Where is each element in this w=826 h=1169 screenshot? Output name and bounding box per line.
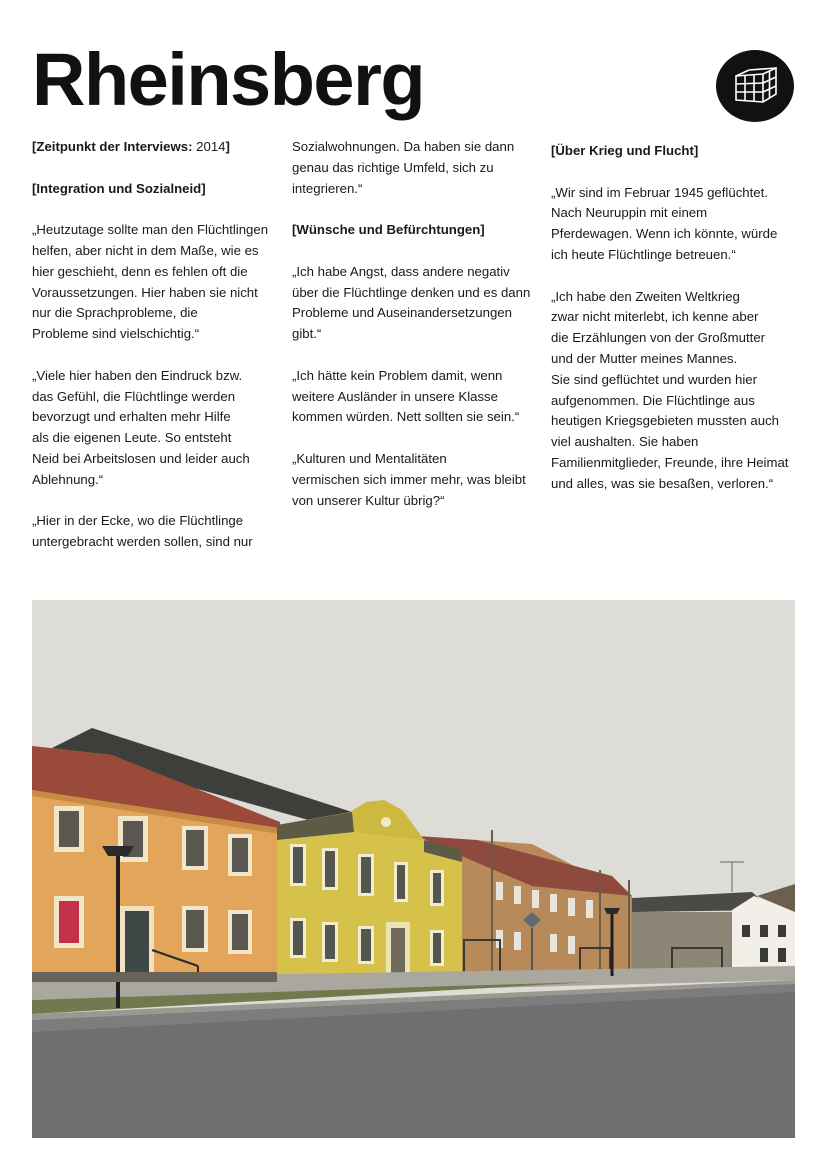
interview-date-label: Zeitpunkt der Interviews: bbox=[36, 139, 193, 154]
column-1 bbox=[32, 137, 280, 574]
quote-paragraph: „Kulturen und Mentalitäten vermischen sich immer mehr, was bleibt von unserer Kultur übrig?“ bbox=[292, 450, 526, 508]
section-heading-war: [Über Krieg und Flucht] bbox=[551, 143, 699, 158]
quote-paragraph: Sozialwohnungen. Da haben sie dann genau das richtige Umfeld, sich zu integrieren.“ bbox=[292, 139, 515, 196]
section-heading-integration: [Integration und Sozialneid] bbox=[32, 180, 206, 196]
quote-paragraph: „Viele hier haben den Eindruck bzw. das Gefühl, die Flüchtlinge werden bevorzugt und erhalten mehr Hilfe als die eigenen Leute. So entsteht Neid bei Arbeitslosen und leider auch Ablehnung.“ bbox=[32, 367, 250, 487]
section-heading-wishes: [Wünsche und Befürchtungen] bbox=[292, 222, 485, 238]
quote-paragraph: „Wir sind im Februar 1945 geflüchtet. Nach Neuruppin mit einem Pferdewagen. Wenn ich könnte, würde ich heute Flüchtlinge betreuen.“ bbox=[551, 184, 778, 262]
interview-date-value: 2014 bbox=[196, 139, 226, 154]
building-grid-icon bbox=[733, 64, 779, 108]
quote-paragraph: „Hier in der Ecke, wo die Flüchtlinge untergebracht werden sollen, sind nur bbox=[32, 513, 253, 550]
quote-paragraph: „Ich habe den Zweiten Weltkrieg zwar nicht miterlebt, ich kenne aber die Erzählungen von der Großmutter und der Mutter meines Mannes. Sie sind geflüchtet und wurden hier aufgenommen. Die Flüchtlinge aus heutigen Kriegsgebieten mussten auch viel aushalten. Sie haben Familienmitglieder, Freunde, ihre Heimat und alles, was sie besaßen, verloren.“ bbox=[551, 288, 789, 491]
column-3 bbox=[551, 141, 801, 515]
quote-paragraph: „Ich habe Angst, dass andere negativ über die Flüchtlinge denken und es dann Probleme und Auseinandersetzungen gibt.“ bbox=[292, 263, 531, 342]
quote-paragraph: „Ich hätte kein Problem damit, wenn weitere Ausländer in unsere Klasse kommen würden. Nett sollten sie sein.“ bbox=[292, 367, 520, 425]
interview-date: [Zeitpunkt der Interviews: 2014] bbox=[32, 139, 230, 154]
column-2 bbox=[292, 137, 540, 532]
quote-paragraph: „Heutzutage sollte man den Flüchtlingen helfen, aber nicht in dem Maße, wie es hier geschieht, denn es fehlen oft die Voraussetzungen. Hier haben sie nicht nur die Sprachprobleme, die Probleme sind vielschichtig.“ bbox=[32, 222, 269, 342]
street-photo bbox=[32, 600, 795, 1138]
street-scene-illustration bbox=[32, 600, 795, 1138]
logo bbox=[716, 50, 794, 122]
page-title: Rheinsberg bbox=[32, 38, 425, 121]
